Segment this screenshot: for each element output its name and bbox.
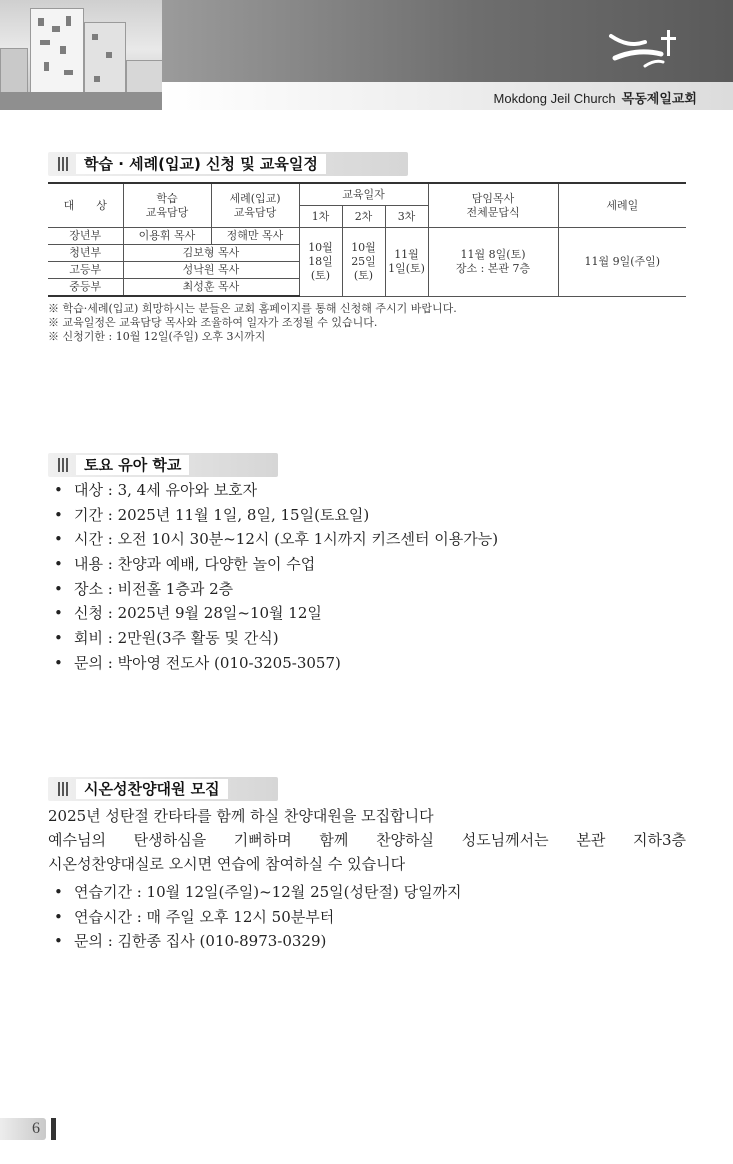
note-item: ※ 신청기한 : 10월 12일(주일) 오후 3시까지 — [48, 330, 266, 343]
list-item: • 신청 : 2025년 9월 28일~10월 12일 — [52, 601, 498, 626]
list-item: • 내용 : 찬양과 예배, 다양한 놀이 수업 — [52, 552, 498, 577]
paragraph-line: 시온성찬양대실로 오시면 연습에 참여하실 수 있습니다 — [48, 855, 406, 873]
header-round-2: 2차 — [342, 206, 385, 228]
date-round-3: 11월 1일(토) — [385, 228, 428, 297]
date-round-2: 10월 25일(토) — [342, 228, 385, 297]
list-item: • 문의 : 박아영 전도사 (010-3205-3057) — [52, 651, 498, 676]
row-dept: 청년부 — [48, 245, 123, 262]
list-item: • 기간 : 2025년 11월 1일, 8일, 15일(토요일) — [52, 503, 498, 528]
list-item: • 시간 : 오전 10시 30분~12시 (오후 1시까지 키즈센터 이용가능) — [52, 527, 498, 552]
row-both: 최성훈 목사 — [123, 279, 299, 297]
section-title-label: 시온성찬양대원 모집 — [76, 779, 228, 799]
list-item: • 대상 : 3, 4세 유아와 보호자 — [52, 478, 498, 503]
section-title-baptism — [48, 152, 408, 176]
page-number-bar — [51, 1118, 56, 1140]
row-dept: 중등부 — [48, 279, 123, 297]
list-item: • 연습시간 : 매 주일 오후 12시 50분부터 — [52, 905, 462, 930]
section-title-label: 학습 · 세례(입교) 신청 및 교육일정 — [76, 154, 326, 174]
header-study: 학습 교육담당 — [123, 183, 211, 228]
header-pastor-exam: 담임목사 전체문답식 — [428, 183, 558, 228]
list-item: • 장소 : 비전홀 1층과 2층 — [52, 577, 498, 602]
church-logo-icon — [605, 22, 685, 72]
row-both: 성낙원 목사 — [123, 262, 299, 279]
paragraph-line: 예수님의 탄생하심을 기뻐하며 함께 찬양하실 성도님께서는 본관 지하3층 — [48, 831, 686, 849]
choir-description — [48, 804, 686, 876]
section-title-choir — [48, 777, 278, 801]
church-name-en: Mokdong Jeil Church — [493, 91, 616, 106]
list-item: • 문의 : 김한종 집사 (010-8973-0329) — [52, 929, 462, 954]
schedule-notes — [48, 302, 457, 344]
header-edu-dates: 교육일자 — [299, 183, 428, 206]
header-dept: 대 상 — [48, 183, 123, 228]
header-strip — [162, 82, 733, 110]
title-grip-icon — [58, 782, 70, 796]
title-grip-icon — [58, 157, 70, 171]
title-grip-icon — [58, 458, 70, 472]
church-name-ko: 목동제일교회 — [621, 91, 697, 106]
section-title-toddler-school — [48, 453, 278, 477]
choir-list — [52, 880, 462, 954]
page-number: 6 — [0, 1118, 46, 1140]
row-baptism: 정해만 목사 — [211, 228, 299, 245]
church-name — [494, 88, 697, 107]
row-dept: 장년부 — [48, 228, 123, 245]
baptism-date: 11월 9일(주일) — [558, 228, 686, 297]
note-item: ※ 학습·세례(입교) 희망하시는 분들은 교회 홈페이지를 통해 신청해 주시기 바랍니다. — [48, 302, 457, 315]
pastor-exam-info: 11월 8일(토) 장소 : 본관 7층 — [428, 228, 558, 297]
header-baptism: 세례(입교) 교육담당 — [211, 183, 299, 228]
row-dept: 고등부 — [48, 262, 123, 279]
row-both: 김보형 목사 — [123, 245, 299, 262]
header-baptism-day: 세례일 — [558, 183, 686, 228]
row-study: 이용휘 목사 — [123, 228, 211, 245]
list-item: • 회비 : 2만원(3주 활동 및 간식) — [52, 626, 498, 651]
section-title-label: 토요 유아 학교 — [76, 455, 189, 475]
date-round-1: 10월 18일(토) — [299, 228, 342, 297]
header-round-1: 1차 — [299, 206, 342, 228]
header-building-photo — [0, 0, 162, 110]
header-round-3: 3차 — [385, 206, 428, 228]
paragraph-line: 2025년 성탄절 칸타타를 함께 하실 찬양대원을 모집합니다 — [48, 807, 434, 825]
list-item: • 연습기간 : 10월 12일(주일)~12월 25일(성탄절) 당일까지 — [52, 880, 462, 905]
toddler-school-list — [52, 478, 498, 676]
education-schedule-table — [48, 182, 686, 297]
note-item: ※ 교육일정은 교육담당 목사와 조율하여 일자가 조정될 수 있습니다. — [48, 316, 378, 329]
